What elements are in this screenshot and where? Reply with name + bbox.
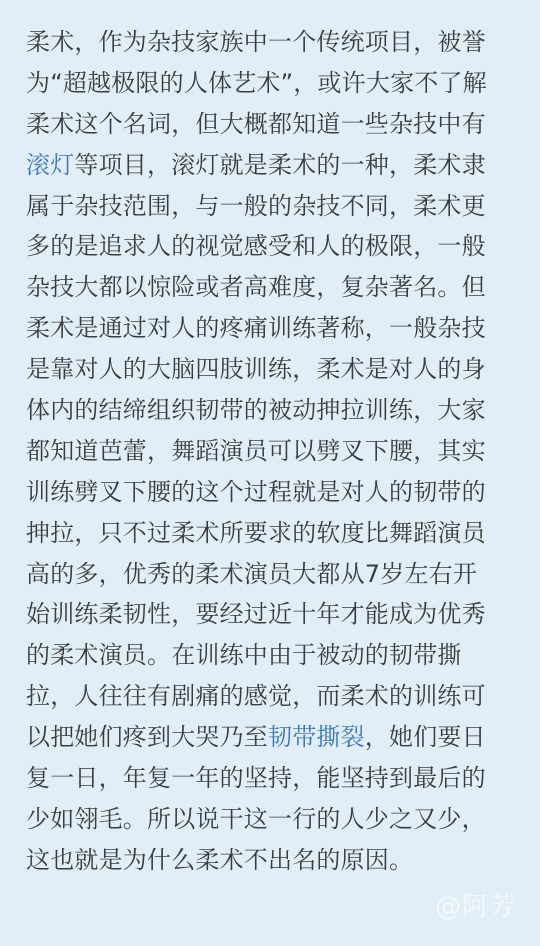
paragraph-line: 为“超越极限的人体艺术”，或许大家不了解	[26, 68, 487, 97]
paragraph-text: 等项目，滚灯就是柔术的一种，柔术隶	[74, 150, 486, 179]
watermark: @阿芳	[434, 892, 516, 922]
link-ligament-tear[interactable]: 韧带撕裂	[268, 723, 365, 752]
paragraph-line: 柔术是通过对人的疼痛训练著称，一般杂技	[26, 314, 486, 343]
paragraph-line: 杂技大都以惊险或者高难度，复杂著名。但	[26, 273, 486, 302]
paragraph-line: 属于杂技范围，与一般的杂技不同，柔术更	[26, 191, 486, 220]
paragraph-line: 复一日，年复一年的坚持，能坚持到最后的	[26, 764, 486, 793]
link-gundeng[interactable]: 滚灯	[26, 150, 75, 179]
paragraph-line: 高的多，优秀的柔术演员大都从7岁左右开	[26, 559, 478, 588]
paragraph-line: 柔术这个名词，但大概都知道一些杂技中有	[26, 109, 486, 138]
paragraph-line: 拉，人往往有剧痛的感觉，而柔术的训练可	[26, 682, 486, 711]
paragraph-line: 都知道芭蕾，舞蹈演员可以劈叉下腰，其实	[26, 436, 486, 465]
paragraph-text: 以把她们疼到大哭乃至	[26, 723, 268, 752]
paragraph-text: ，她们要日	[364, 723, 486, 752]
article-body	[26, 22, 516, 881]
paragraph-line: 是靠对人的大脑四肢训练，柔术是对人的身	[26, 355, 486, 384]
paragraph-line: 少如翎毛。所以说干这一行的人少之又少，	[26, 804, 486, 833]
paragraph-line: 柔术，作为杂技家族中一个传统项目，被誉	[26, 28, 486, 56]
paragraph-line: 训练劈叉下腰的这个过程就是对人的韧带的	[26, 477, 486, 506]
paragraph-line	[26, 145, 516, 186]
paragraph-line: 始训练柔韧性，要经过近十年才能成为优秀	[26, 600, 486, 629]
paragraph-line	[26, 717, 516, 758]
paragraph-line: 这也就是为什么柔术不出名的原因。	[26, 845, 414, 874]
paragraph-line: 抻拉，只不过柔术所要求的软度比舞蹈演员	[26, 518, 486, 547]
paragraph-line: 多的是追求人的视觉感受和人的极限，一般	[26, 232, 486, 261]
paragraph-line: 的柔术演员。在训练中由于被动的韧带撕	[26, 641, 462, 670]
paragraph-line: 体内的结缔组织韧带的被动抻拉训练，大家	[26, 396, 486, 425]
